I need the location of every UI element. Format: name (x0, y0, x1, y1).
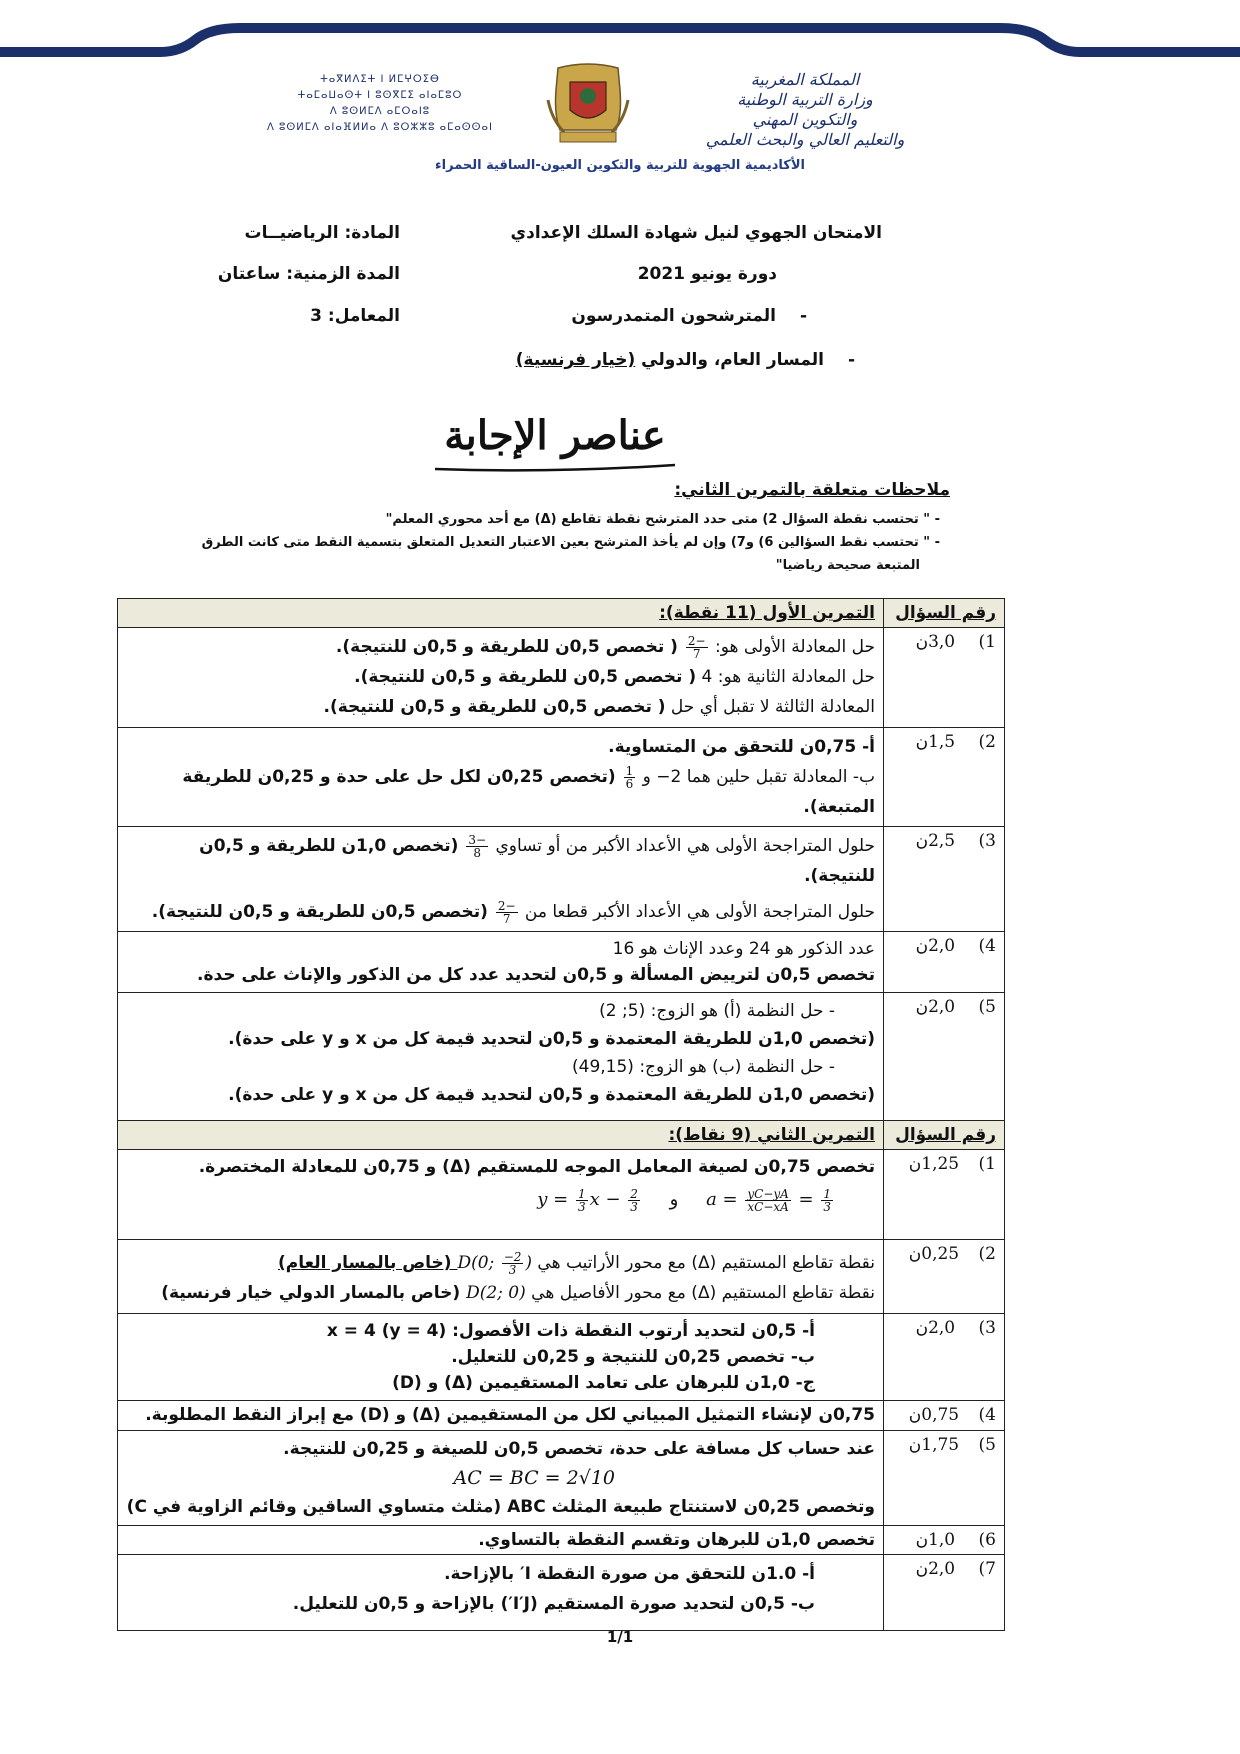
exam-candidates: -المترشحون المتمدرسون (571, 306, 807, 326)
ministry-header: المملكة المغربية وزارة التربية الوطنية والتكوين المهني والتعليم العالي والبحث العلمي (705, 70, 905, 149)
ex2-q1-row: 1) 1,25ن تخصص 0,75ن لصيغة المعامل الموجه للمستقيم (Δ) و 0,75ن للمعادلة المختصرة. a = $\frac{yC-yA}{xC-xA}$ = $\frac{1}{3}$ و y = $\frac{1}{3}$ x − $\frac{2}{3}$ (118, 1150, 1005, 1240)
coat-of-arms-icon (538, 60, 638, 150)
grading-table (117, 598, 1005, 1631)
qcol-header: رقم السؤال (884, 599, 1005, 628)
exam-duration: المدة الزمنية: ساعتان (217, 264, 400, 284)
note-2-cont: المتبعة صحيحة رياضيا" (775, 558, 920, 573)
ex2-q6-row: 6) 1,0ن تخصص 1,0ن للبرهان وتقسم النقطة بالتساوي. (118, 1526, 1005, 1555)
ex2-q4-row: 4) 0,75ن 0,75ن لإنشاء التمثيل المبياني لكل من المستقيمين (Δ) و (D) مع إبراز النقط المطلوبة. (118, 1401, 1005, 1431)
exam-coefficient: المعامل: 3 (310, 306, 400, 326)
note-1: - " تحتسب نقطة السؤال 2) متى حدد المترشح نقطة تقاطع (Δ) مع أحد محوري المعلم" (385, 512, 940, 527)
academy-name: الأكاديمية الجهوية للتربية والتكوين العيون-الساقية الحمراء (435, 158, 805, 173)
ex1-q5-row: 5) 2,0ن - حل النظمة (أ) هو الزوج: (5; 2) (تخصص 1,0ن للطريقة المعتمدة و 0,5ن لتحديد قيمة كل من x و y على حدة). - حل النظمة (ب) هو الزوج: (49,15) (تخصص 1,0ن للطريقة المعتمدة و 0,5ن لتحديد قيمة كل من x و y على حدة). (118, 993, 1005, 1121)
page-number: 1/1 (606, 1628, 634, 1646)
ex1-header-row (118, 599, 1005, 628)
exam-title: الامتحان الجهوي لنيل شهادة السلك الإعدادي (510, 223, 882, 243)
ex2-q2-row: 2) 0,25ن نقطة تقاطع المستقيم (Δ) مع محور الأراتيب هي D(0; $\frac{-2}{3}$ ) (خاص بالمسار العام) نقطة تقاطع المستقيم (Δ) مع محور الأفاصيل هي D(2; 0) (خاص بالمسار الدولي خيار فرنسية) (118, 1240, 1005, 1314)
exam-subject: المادة: الرياضيــات (244, 223, 400, 243)
note-2: - " تحتسب نقط السؤالين 6) و7) وإن لم يأخذ المترشح بعين الاعتبار التعديل المتعلق بتسمية النقط متى كانت الطرق (201, 535, 940, 550)
tifinagh-header: ⵜⴰⴳⵍⴷⵉⵜ ⵏ ⵍⵎⵖⵔⵉⴱ ⵜⴰⵎⴰⵡⴰⵙⵜ ⵏ ⵓⵙⴳⵎⵉ ⴰⵏⴰⵎⵓⵔ ⴷ ⵓⵙⵍⵎⴷ ⴰⵎⵔⴰⵏⵓ ⴷ ⵓⵙⵍⵎⴷ ⴰⵏⴰⴼⵍⵍⴰ ⴷ ⵓⵔⵣⵣⵓ ⴰⵎⴰⵙⵙⴰⵏ (267, 74, 493, 133)
ex2-q3-row: 3) 2,0ن أ- 0,5ن لتحديد أرتوب النقطة ذات الأفصول: x = 4 (y = 4) ب- تخصص 0,25ن للنتيجة و 0,25ن للتعليل. ج- 1,0ن للبرهان على تعامد المستقيمين (Δ) و (D) (118, 1314, 1005, 1401)
ex2-title: التمرين الثاني (9 نقاط): (118, 1121, 884, 1150)
ex1-q3-row: 3) 2,5ن حلول المتراجحة الأولى هي الأعداد الأكبر من أو تساوي $\frac{-3}{8}$ (تخصص 1,0ن للطريقة و 0,5ن للنتيجة). حلول المتراجحة الأولى هي الأعداد الأكبر قطعا من $\frac{-2}{7}$ (تخصص 0,5ن للطريقة و 0,5ن للنتيجة). (118, 827, 1005, 932)
document-title: عناصر الإجابة (430, 405, 680, 475)
ex1-title: التمرين الأول (11 نقطة): (118, 599, 884, 628)
ex1-q4-row: 4) 2,0ن عدد الذكور هو 24 وعدد الإناث هو 16 تخصص 0,5ن لترييض المسألة و 0,5ن لتحديد عدد كل من الذكور والإناث على حدة. (118, 932, 1005, 993)
ex2-header-row: رقم السؤال التمرين الثاني (9 نقاط): (118, 1121, 1005, 1150)
ex1-q1-row: 1) 3,0ن حل المعادلة الأولى هو: $\frac{-2}{7}$ ( تخصص 0,5ن للطريقة و 0,5ن للنتيجة). حل المعادلة الثانية هو: 4 ( تخصص 0,5ن للطريقة و 0,5ن للنتيجة). المعادلة الثالثة لا تقبل أي حل ( تخصص 0,5ن للطريقة و 0,5ن للنتيجة). (118, 628, 1005, 728)
title-underline (430, 463, 680, 473)
notes-heading: ملاحظات متعلقة بالتمرين الثاني: (674, 480, 950, 500)
exam-track: -المسار العام، والدولي (خيار فرنسية) (515, 350, 855, 370)
ex2-q5-row: 5) 1,75ن عند حساب كل مسافة على حدة، تخصص 0,5ن للصيغة و 0,25ن للنتيجة. AC = BC = 2√10 وتخصص 0,25ن لاستنتاج طبيعة المثلث ABC (مثلث متساوي الساقين وقائم الزاوية في C) (118, 1431, 1005, 1526)
ex1-q2-row: 2) 1,5ن أ- 0,75ن للتحقق من المتساوية. ب- المعادلة تقبل حلين هما 2− و $\frac{1}{6}$ (تخصص 0,25ن لكل حل على حدة و 0,25ن للطريقة المتبعة). (118, 728, 1005, 827)
ex2-q7-row: 7) 2,0ن أ- 1.0ن للتحقق من صورة النقطة I′ بالإزاحة. ب- 0,5ن لتحديد صورة المستقيم (I′J′) بالإزاحة و 0,5ن للتعليل. (118, 1555, 1005, 1631)
exam-session: دورة يونيو 2021 (637, 264, 777, 284)
header-band (0, 0, 1240, 60)
